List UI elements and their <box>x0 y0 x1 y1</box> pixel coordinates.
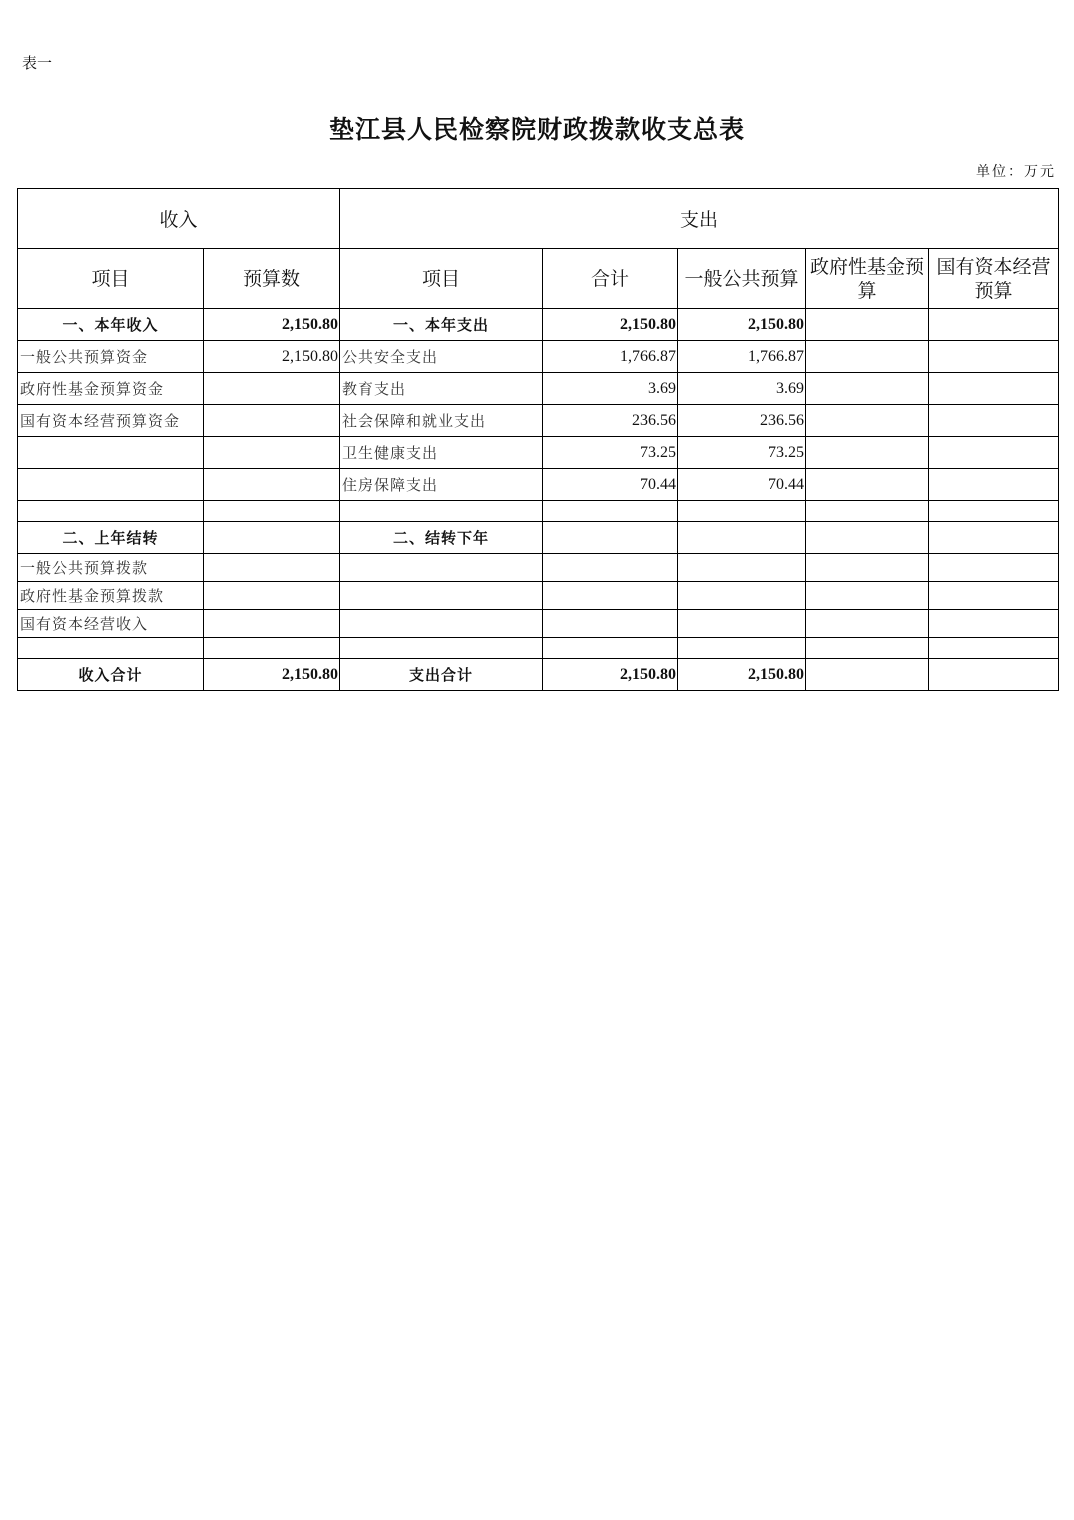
income-amount-cell <box>204 638 340 659</box>
gov-fund-cell <box>806 501 929 522</box>
expense-item-cell: 社会保障和就业支出 <box>340 405 543 437</box>
gov-fund-cell <box>806 405 929 437</box>
gov-fund-cell <box>806 341 929 373</box>
table-row <box>18 405 1059 437</box>
state-capital-cell <box>929 373 1059 405</box>
expense-item-cell <box>340 501 543 522</box>
income-item-cell <box>18 638 204 659</box>
income-total-amount: 2,150.80 <box>204 659 340 691</box>
gov-fund-cell <box>806 638 929 659</box>
state-capital-cell <box>929 501 1059 522</box>
table-row <box>18 309 1059 341</box>
page-title: 垫江县人民检察院财政拨款收支总表 <box>328 115 745 144</box>
income-item-cell <box>18 437 204 469</box>
general-cell <box>678 501 806 522</box>
expense-item-cell: 住房保障支出 <box>340 469 543 501</box>
income-amount-cell <box>204 405 340 437</box>
income-item-cell: 一、本年收入 <box>18 309 204 341</box>
table-row <box>18 341 1059 373</box>
header-row-top <box>18 189 1059 249</box>
col-gov-fund-budget: 政府性基金预算 <box>806 249 929 309</box>
income-item-cell: 政府性基金预算拨款 <box>18 582 204 610</box>
total-cell: 70.44 <box>543 469 678 501</box>
table-row <box>18 638 1059 659</box>
income-total-label: 收入合计 <box>18 659 204 691</box>
gov-fund-cell <box>806 469 929 501</box>
expense-item-cell: 卫生健康支出 <box>340 437 543 469</box>
total-cell: 2,150.80 <box>543 309 678 341</box>
expense-item-cell <box>340 610 543 638</box>
income-header: 收入 <box>18 189 340 249</box>
gov-fund-cell <box>806 554 929 582</box>
header-row-columns <box>18 249 1059 309</box>
income-item-cell: 政府性基金预算资金 <box>18 373 204 405</box>
state-capital-cell <box>929 638 1059 659</box>
gov-fund-cell <box>806 309 929 341</box>
gov-fund-total-amount <box>806 659 929 691</box>
table-number: 表一 <box>22 54 53 72</box>
income-item-cell: 二、上年结转 <box>18 522 204 554</box>
total-cell <box>543 554 678 582</box>
income-amount-cell <box>204 437 340 469</box>
expense-total-amount: 2,150.80 <box>543 659 678 691</box>
table-row <box>18 610 1059 638</box>
gov-fund-cell <box>806 437 929 469</box>
total-cell: 1,766.87 <box>543 341 678 373</box>
total-cell <box>543 638 678 659</box>
general-cell <box>678 554 806 582</box>
unit-label: 单位：万元 <box>976 164 1056 180</box>
general-cell <box>678 638 806 659</box>
expense-total-label: 支出合计 <box>340 659 543 691</box>
fiscal-summary-table <box>17 188 1059 691</box>
gov-fund-cell <box>806 522 929 554</box>
income-amount-cell <box>204 469 340 501</box>
expense-item-cell: 教育支出 <box>340 373 543 405</box>
state-capital-total-amount <box>929 659 1059 691</box>
col-general-budget: 一般公共预算 <box>678 249 806 309</box>
income-amount-cell <box>204 610 340 638</box>
income-item-cell: 一般公共预算资金 <box>18 341 204 373</box>
income-item-cell: 国有资本经营收入 <box>18 610 204 638</box>
state-capital-cell <box>929 341 1059 373</box>
col-state-capital-budget: 国有资本经营预算 <box>929 249 1059 309</box>
state-capital-cell <box>929 582 1059 610</box>
col-total: 合计 <box>543 249 678 309</box>
state-capital-cell <box>929 309 1059 341</box>
total-cell <box>543 582 678 610</box>
total-cell <box>543 610 678 638</box>
state-capital-cell <box>929 554 1059 582</box>
table-row <box>18 437 1059 469</box>
gov-fund-cell <box>806 373 929 405</box>
total-cell: 3.69 <box>543 373 678 405</box>
income-amount-cell <box>204 582 340 610</box>
total-cell: 236.56 <box>543 405 678 437</box>
state-capital-cell <box>929 469 1059 501</box>
expense-item-cell <box>340 554 543 582</box>
col-income-budget: 预算数 <box>204 249 340 309</box>
col-income-item: 项目 <box>18 249 204 309</box>
income-amount-cell: 2,150.80 <box>204 309 340 341</box>
income-amount-cell: 2,150.80 <box>204 341 340 373</box>
income-amount-cell <box>204 501 340 522</box>
total-cell <box>543 501 678 522</box>
general-cell: 73.25 <box>678 437 806 469</box>
state-capital-cell <box>929 522 1059 554</box>
general-cell <box>678 582 806 610</box>
table-row <box>18 373 1059 405</box>
total-cell <box>543 522 678 554</box>
general-cell: 3.69 <box>678 373 806 405</box>
general-cell: 2,150.80 <box>678 309 806 341</box>
income-item-cell <box>18 469 204 501</box>
general-cell <box>678 522 806 554</box>
col-expense-item: 项目 <box>340 249 543 309</box>
income-amount-cell <box>204 554 340 582</box>
expense-item-cell: 一、本年支出 <box>340 309 543 341</box>
table-row <box>18 582 1059 610</box>
expense-item-cell <box>340 638 543 659</box>
gov-fund-cell <box>806 582 929 610</box>
general-cell <box>678 610 806 638</box>
table-row <box>18 554 1059 582</box>
table-row <box>18 469 1059 501</box>
general-cell: 1,766.87 <box>678 341 806 373</box>
table-row <box>18 522 1059 554</box>
totals-row <box>18 659 1059 691</box>
expense-item-cell <box>340 582 543 610</box>
state-capital-cell <box>929 610 1059 638</box>
state-capital-cell <box>929 405 1059 437</box>
table-row <box>18 501 1059 522</box>
income-item-cell <box>18 501 204 522</box>
income-item-cell: 一般公共预算拨款 <box>18 554 204 582</box>
total-cell: 73.25 <box>543 437 678 469</box>
expense-header: 支出 <box>340 189 1059 249</box>
income-item-cell: 国有资本经营预算资金 <box>18 405 204 437</box>
gov-fund-cell <box>806 610 929 638</box>
expense-item-cell: 公共安全支出 <box>340 341 543 373</box>
state-capital-cell <box>929 437 1059 469</box>
general-cell: 236.56 <box>678 405 806 437</box>
income-amount-cell <box>204 373 340 405</box>
general-total-amount: 2,150.80 <box>678 659 806 691</box>
general-cell: 70.44 <box>678 469 806 501</box>
income-amount-cell <box>204 522 340 554</box>
expense-item-cell: 二、结转下年 <box>340 522 543 554</box>
